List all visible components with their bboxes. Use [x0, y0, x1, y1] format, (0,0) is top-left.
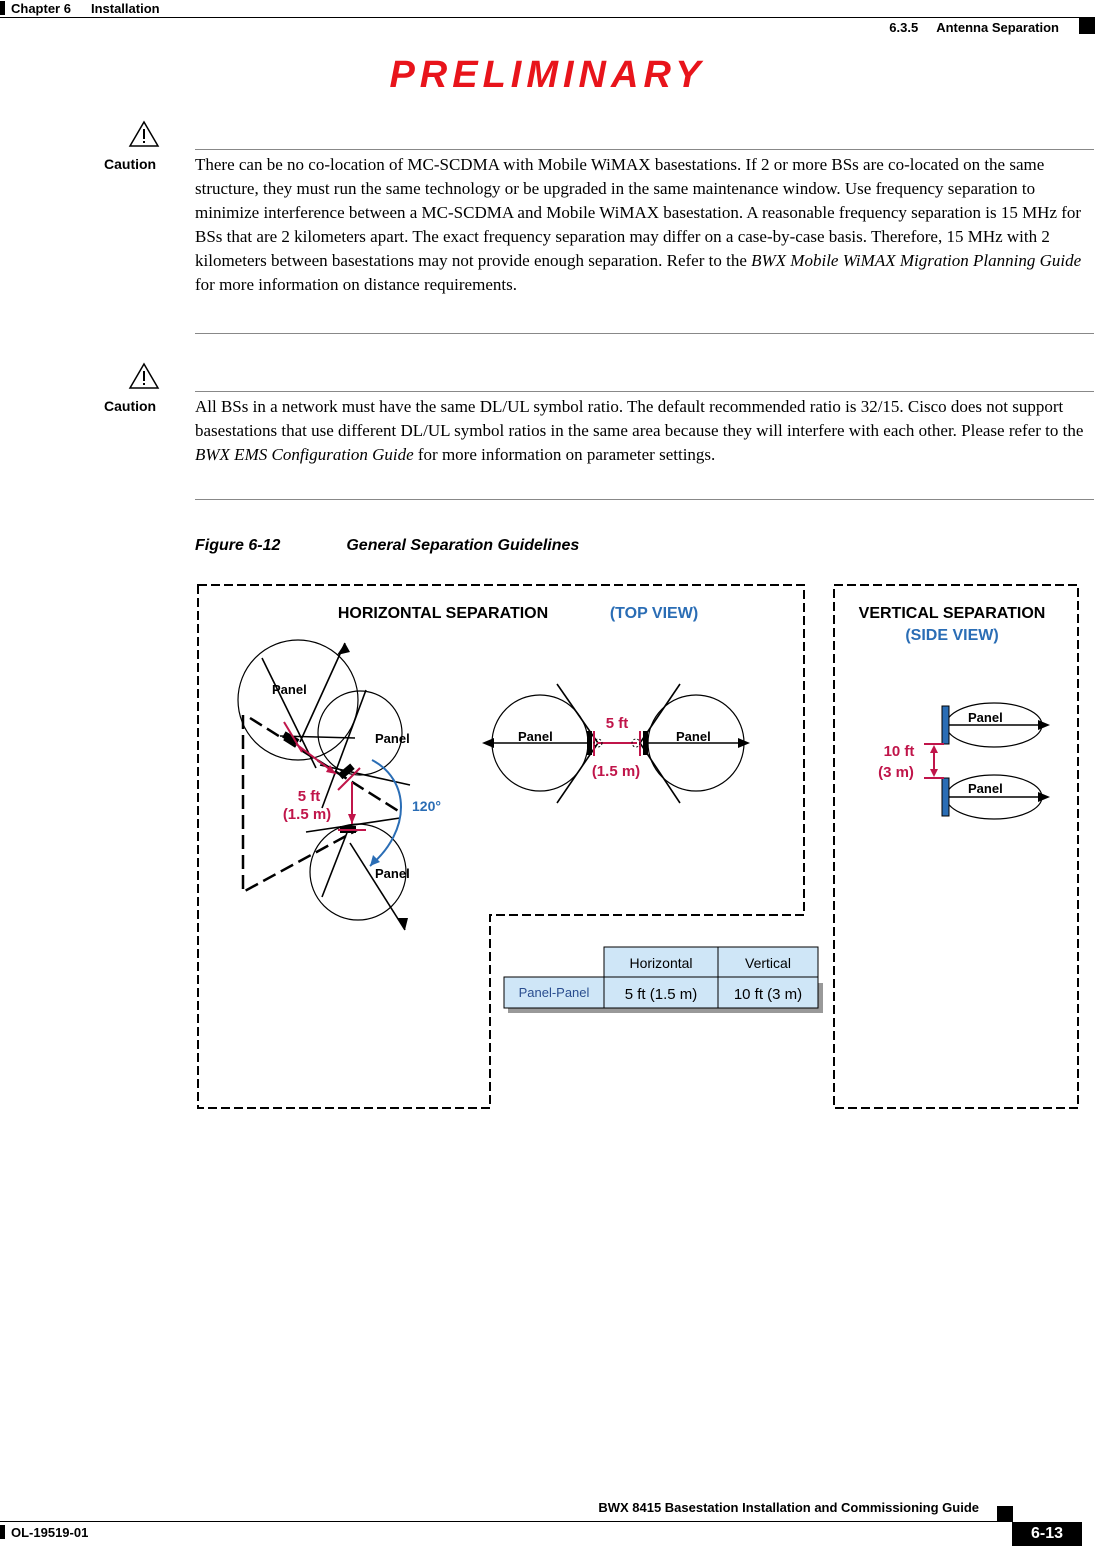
section-number: 6.3.5 — [889, 20, 919, 35]
guide-title: BWX 8415 Basestation Installation and Commissioning Guide — [598, 1500, 979, 1515]
footer-marker — [0, 1525, 5, 1539]
chapter-number: Chapter 6 — [11, 0, 71, 16]
distance-label-metric: (1.5 m) — [591, 763, 641, 780]
coverage-lobe — [238, 640, 358, 760]
back-to-back-layout — [482, 684, 750, 803]
distance-label: 5 ft — [297, 788, 321, 805]
beam-arrowhead — [482, 738, 494, 748]
table-header-vertical: Vertical — [745, 955, 791, 971]
beam-arrowhead — [1038, 792, 1050, 802]
table-row-label: Panel-Panel — [518, 985, 590, 1000]
beam-arrowhead — [397, 918, 408, 930]
guide-reference: BWX EMS Configuration Guide — [195, 445, 414, 464]
caution-text-part: for more information on distance requirements. — [195, 275, 517, 294]
beam-arrowhead — [1038, 720, 1050, 730]
caution-text-part: All BSs in a network must have the same DL/UL symbol ratio. The default recommended ratio is 32/15. Cisco does not support basestations that use different DL/UL symbol ratios in the same area because they will interfere with each other. Please refer to the — [195, 397, 1084, 440]
vertical-stack-layout — [878, 703, 1050, 819]
distance-label-metric: (3 m) — [878, 764, 914, 781]
vertical-view-label: (SIDE VIEW) — [905, 627, 999, 644]
angle-label: 120° — [412, 798, 441, 814]
red-arrowhead — [348, 814, 356, 824]
horizontal-title: HORIZONTAL SEPARATION — [337, 605, 549, 622]
figure-frames — [198, 585, 1078, 1108]
footer-rule — [0, 1521, 1010, 1522]
footer-doc-number — [0, 1524, 88, 1540]
vertical-frame — [834, 585, 1078, 1108]
panel-label: Panel — [375, 731, 410, 746]
panel-label: Panel — [518, 729, 553, 744]
table-header-horizontal: Horizontal — [629, 955, 693, 971]
table-value-vertical: 10 ft (3 m) — [733, 986, 803, 1003]
chapter-title: Installation — [90, 0, 160, 16]
section-title: Antenna Separation — [936, 20, 1059, 35]
distance-label-metric: (1.5 m) — [282, 806, 332, 823]
distance-label: 5 ft — [605, 715, 629, 732]
panel-antenna — [643, 731, 648, 755]
angle-arc — [370, 760, 401, 866]
red-markers — [594, 731, 640, 756]
panel-label: Panel — [272, 682, 307, 697]
footer-box — [997, 1506, 1013, 1522]
figure-number: Figure 6-12 — [195, 537, 281, 554]
panel-antenna — [942, 778, 949, 816]
page-number: 6-13 — [1012, 1522, 1082, 1546]
caution-text-part: There can be no co-location of MC-SCDMA with Mobile WiMAX basestations. If 2 or more BSs are co-located on the same structure, they must run the same technology or be upgraded in the same maintenance window. Use frequency separation to minimize interference between a MC-SCDMA and Mobile WiMAX basestation. A reasonable frequency separation is 15 MHz for BSs that are 2 kilometers apart. The exact frequency separation may differ on a case-by-case basis. Therefore, 15 MHz with 2 kilometers between basestations may not provide enough separation. Refer to the — [195, 155, 1082, 270]
table-value-horizontal: 5 ft (1.5 m) — [624, 986, 698, 1003]
panel-antenna — [942, 706, 949, 744]
separation-table — [504, 947, 823, 1013]
panel-label: Panel — [375, 866, 410, 881]
red-arrowhead — [930, 745, 938, 753]
figure-title: General Separation Guidelines — [346, 537, 580, 554]
red-arrowhead — [930, 769, 938, 777]
caution-label: Caution — [104, 398, 157, 414]
doc-number: OL-19519-01 — [11, 1524, 89, 1540]
horizontal-view-label: (TOP VIEW) — [609, 605, 699, 622]
horizontal-frame — [198, 585, 804, 1108]
panel-label: Panel — [676, 729, 711, 744]
distance-label: 10 ft — [883, 743, 915, 760]
caution-label: Caution — [104, 156, 157, 172]
caution-text-part: for more information on parameter settings. — [413, 445, 716, 464]
panel-label: Panel — [968, 710, 1003, 725]
preliminary-watermark: PRELIMINARY — [389, 54, 706, 96]
vertical-title: VERTICAL SEPARATION — [858, 605, 1046, 622]
guide-reference: BWX Mobile WiMAX Migration Planning Guide — [751, 251, 1082, 270]
three-panel-layout — [238, 640, 441, 930]
panel-antenna — [587, 731, 592, 755]
panel-label: Panel — [968, 781, 1003, 796]
